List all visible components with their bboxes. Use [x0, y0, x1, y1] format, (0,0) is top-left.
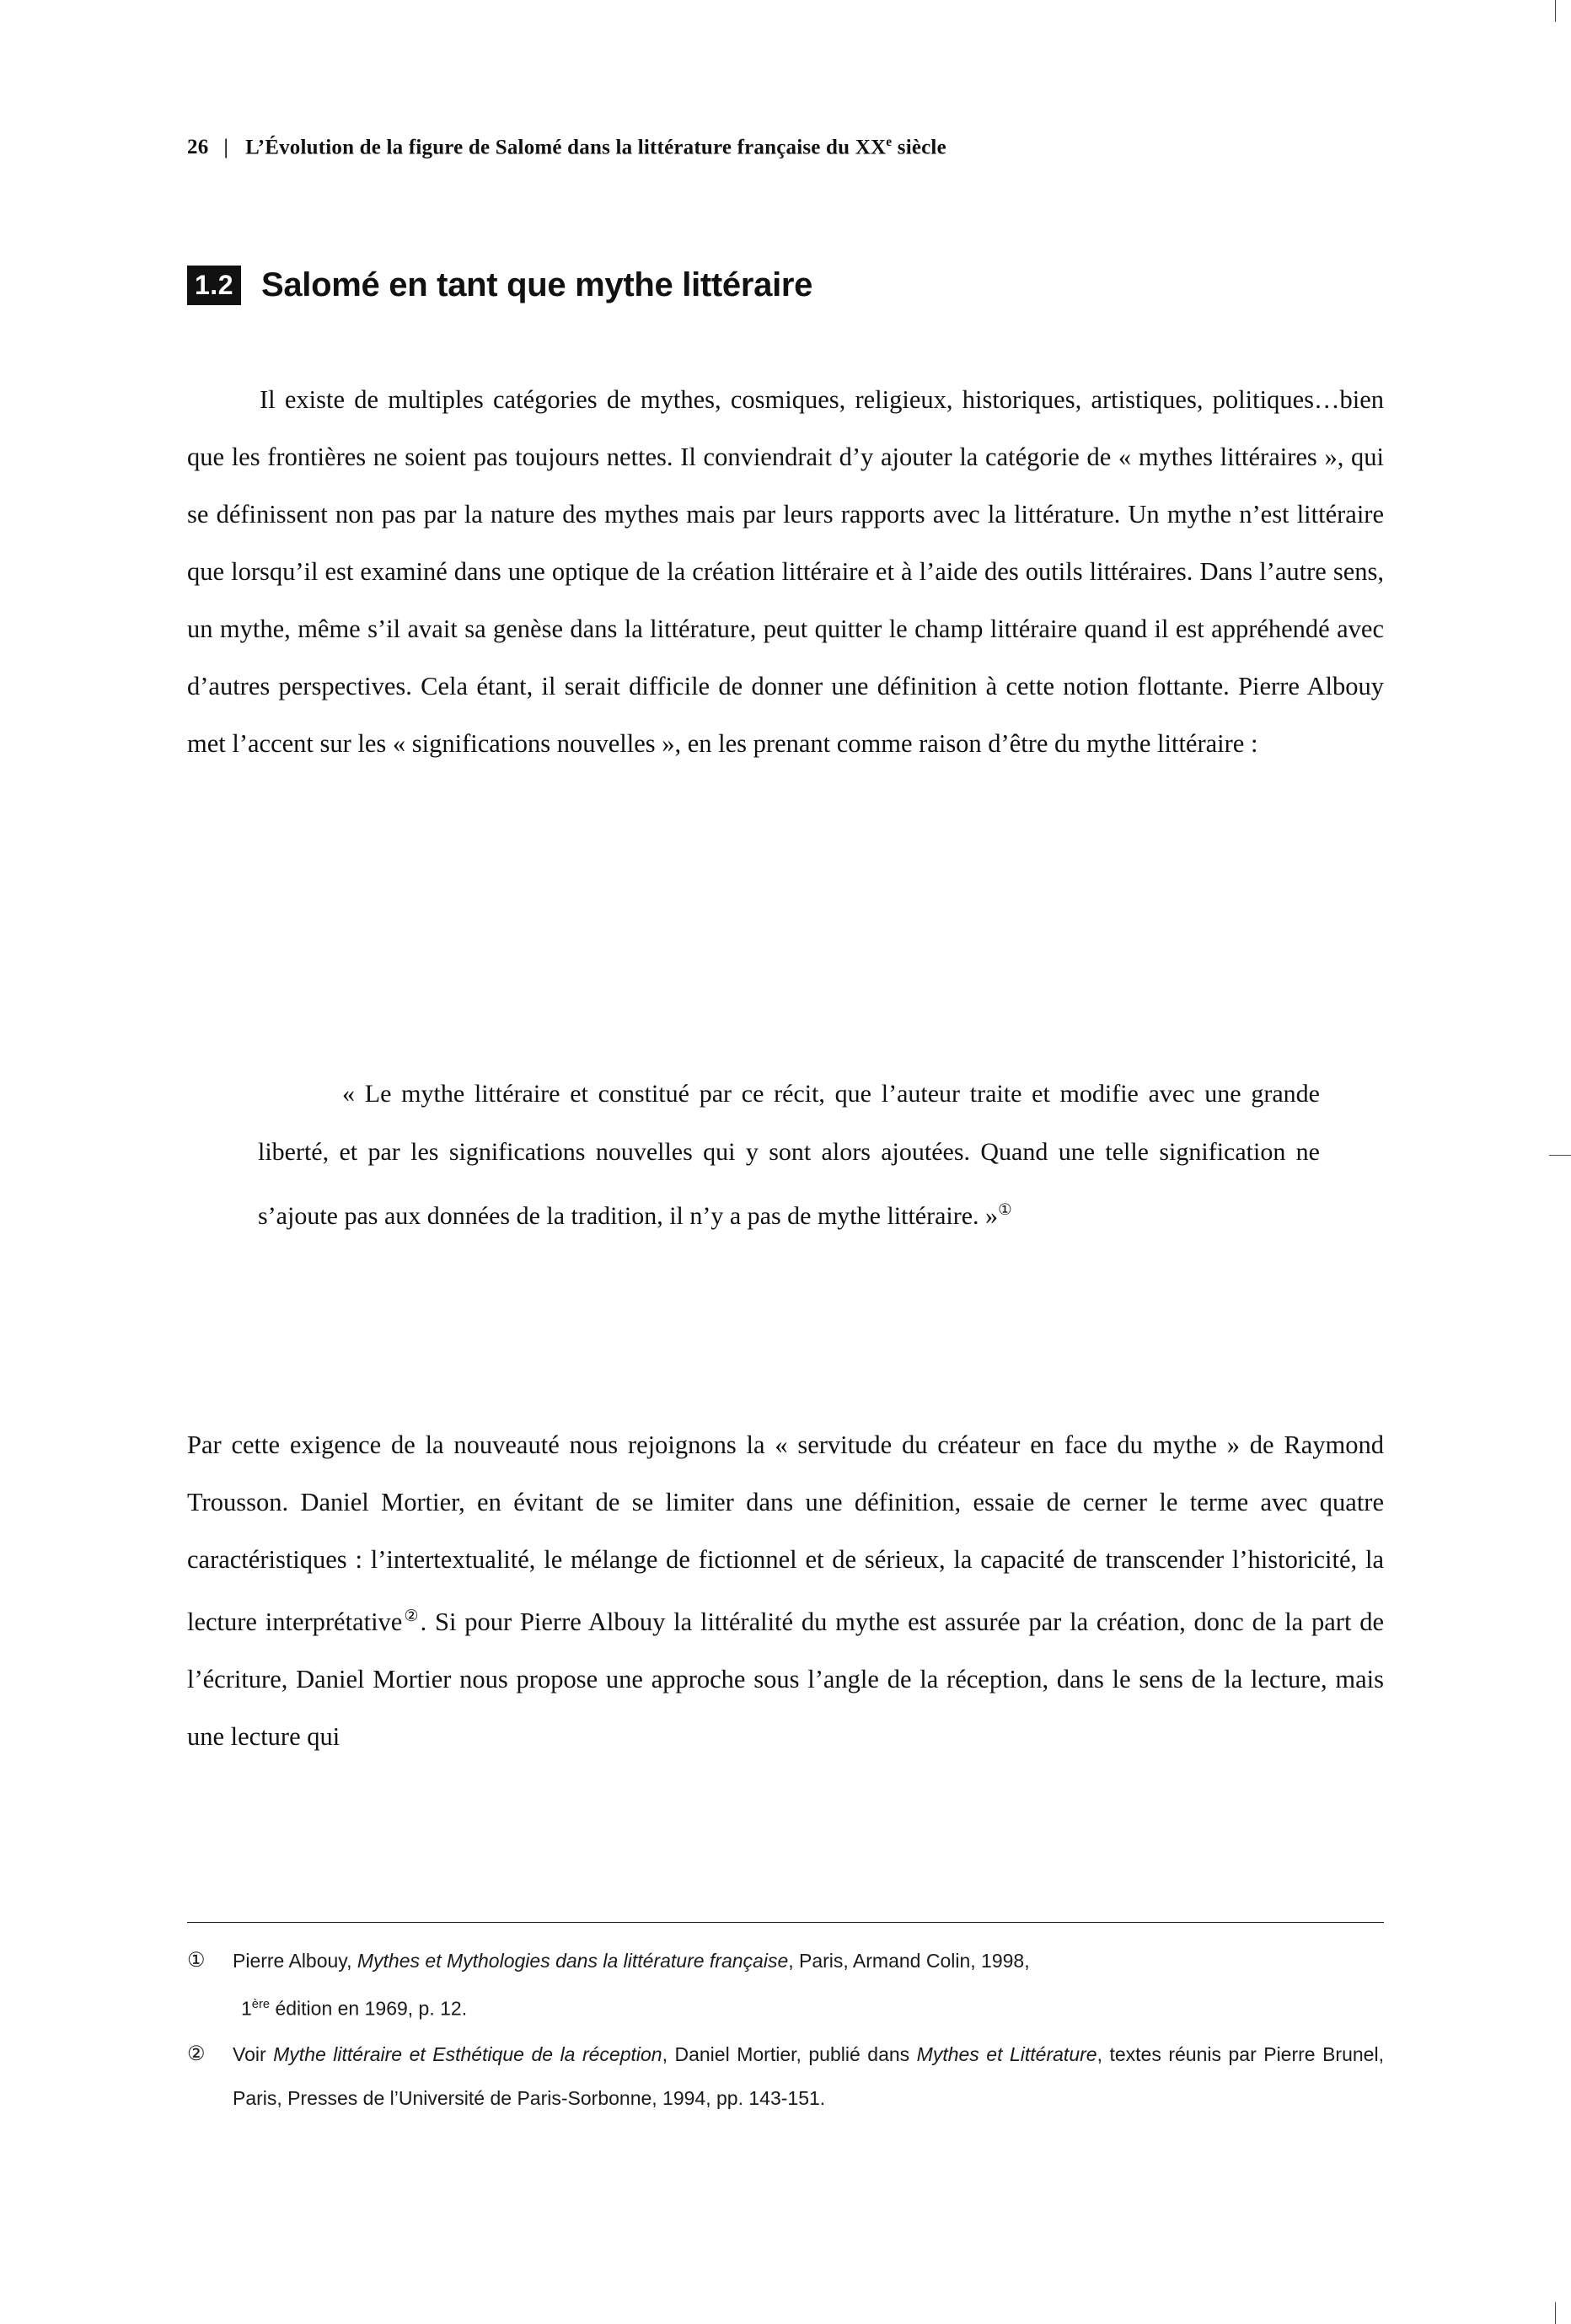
- running-head-title: L’Évolution de la figure de Salomé dans la littérature française du XX: [245, 136, 887, 159]
- section-title: Salomé en tant que mythe littéraire: [260, 266, 813, 303]
- footnote-1-edition-ordinal: ère: [251, 1998, 271, 2011]
- block-quote-text: « Le mythe littéraire et constitué par ce récit, que l’auteur traite et modifie avec une grande liberté, et par les significations nouvelles qui y sont alors ajoutées. Quand une telle signification ne s’ajoute pas aux données de la tradition, il n’y a pas de mythe littéraire. »: [258, 1080, 1320, 1230]
- footnote-2-post-2: , textes réunis par Pierre Brunel, Paris, Presses de l’Université de Paris-Sorbonne, 1994, pp. 143-151.: [233, 2042, 1384, 2109]
- footnote-1-line2: [233, 1983, 1384, 2031]
- crop-mark-bottom-right: [1555, 2302, 1556, 2324]
- paragraph-2-text-part1: Par cette exigence de la nouveauté nous rejoignons la « servitude du créateur en face du mythe » de Raymond Trousson. Daniel Mortier, en évitant de se limiter dans une définition, essaie de cerner le terme avec quatre caractéristiques : l’intertextualité, le mélange de fictionnel et de sérieux, la capacité de transcender l’historicité, la lecture interprétative: [187, 1430, 1384, 1637]
- footnote-1-title: Mythes et Mythologies dans la littérature française: [357, 1950, 789, 1972]
- footnote-1-edition-number: 1: [241, 1997, 252, 2020]
- footnote-item-2: [187, 2032, 1384, 2120]
- footnote-reference-1[interactable]: ①: [998, 1201, 1012, 1219]
- footnote-1-edition-text: édition en 1969, p. 12.: [270, 1997, 468, 2020]
- section-number-badge: 1.2: [187, 266, 241, 305]
- paragraph-1-text: Il existe de multiples catégories de mythes, cosmiques, religieux, historiques, artistiques, politiques…bien que les frontières ne soient pas toujours nettes. Il conviendrait d’y ajouter la catégorie de « mythes littéraires », qui se définissent non pas par la nature des mythes mais par leurs rapports avec la littérature. Un mythe n’est littéraire que lorsqu’il est examiné dans une optique de la création littéraire et à l’aide des outils littéraires. Dans l’autre sens, un mythe, même s’il avait sa genèse dans la littérature, peut quitter le champ littéraire quand il est appréhendé avec d’autres perspectives. Cela étant, il serait difficile de donner une définition à cette notion flottante. Pierre Albouy met l’accent sur les « significations nouvelles », en les prenant comme raison d’être du mythe littéraire :: [187, 385, 1384, 758]
- paragraph-2-text-part2: . Si pour Pierre Albouy la littéralité du mythe est assurée par la création, donc de la part de l’écriture, Daniel Mortier nous propose une approche sous l’angle de la réception, dans le sens de la lecture, mais une lecture qui: [187, 1607, 1384, 1752]
- paragraph-1: [187, 371, 1384, 772]
- section-heading: [187, 266, 1384, 305]
- page-number: 26: [187, 136, 209, 159]
- footnote-2-post: , Daniel Mortier, publié dans: [662, 2042, 917, 2065]
- footnote-reference-2[interactable]: ②: [402, 1607, 421, 1625]
- footnote-list: [187, 1939, 1384, 2122]
- text-column: [187, 0, 1384, 2324]
- crop-mark-mid-right: [1549, 1155, 1571, 1156]
- running-head-ordinal: e: [886, 135, 893, 149]
- paragraph-2: [187, 1416, 1384, 1765]
- footnote-2-title-2: Mythes et Littérature: [916, 2042, 1097, 2065]
- block-quote: [258, 1065, 1320, 1245]
- footnote-1-post: , Paris, Armand Colin, 1998,: [788, 1950, 1030, 1972]
- running-head-separator: |: [223, 136, 229, 159]
- running-head: [187, 135, 1384, 159]
- running-head-title-tail: siècle: [892, 136, 946, 159]
- footnote-item-1: [187, 1939, 1384, 2031]
- footnote-marker-2: ②: [187, 2042, 206, 2065]
- footnote-2-pre: Voir: [233, 2042, 274, 2065]
- footnote-2-title: Mythe littéraire et Esthétique de la réception: [273, 2042, 662, 2065]
- footnote-1-pre: Pierre Albouy,: [233, 1950, 357, 1972]
- crop-mark-top-right: [1555, 0, 1556, 22]
- footnote-rule: [187, 1922, 1384, 1923]
- footnote-marker-1: ①: [187, 1950, 206, 1972]
